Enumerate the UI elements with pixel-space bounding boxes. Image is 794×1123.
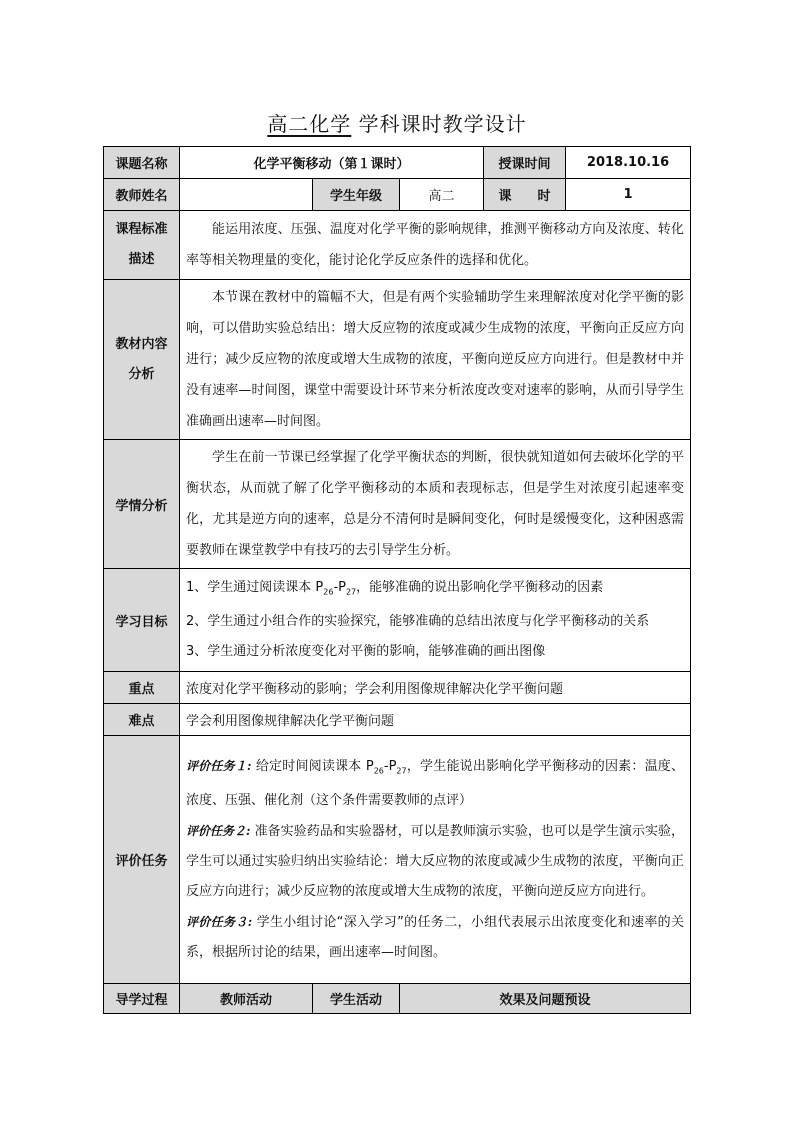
hours-label: 课 时 [484,179,566,211]
key-text: 浓度对化学平衡移动的影响；学会利用图像规律解决化学平衡问题 [180,672,691,704]
key-label: 重点 [104,672,180,704]
grade-value: 高二 [400,179,484,211]
difficulty-label: 难点 [104,704,180,736]
learner-text: 学生在前一节课已经掌握了化学平衡状态的判断，很快就知道如何去破坏化学的平衡状态，从而就了解了化学平衡移动的本质和表现标志，但是学生对浓度引起速率变化，尤其是逆方向的速率，总是分不清何时是瞬间变化，何时是缓慢变化，这种困惑需要教师在课堂教学中有技巧的去引导学生分析。 [180,440,691,569]
subject-name: 高二化学 [267,112,352,136]
process-col-teacher: 教师活动 [180,984,313,1014]
objective-item-2: 2、学生通过小组合作的实验探究，能够准确的总结出浓度与化学平衡移动的关系 [186,614,650,630]
standard-label-line2: 描述 [128,252,155,267]
standard-label-line1: 课程标准 [115,222,168,237]
process-col-guide: 导学过程 [104,984,180,1014]
material-label [104,280,180,440]
page-title [0,108,794,137]
teacher-label: 教师姓名 [104,179,180,211]
teacher-row [104,179,691,211]
learner-label: 学情分析 [104,440,180,569]
grade-label: 学生年级 [313,179,400,211]
hours-value: 1 [566,179,691,211]
date-value: 2018.10.16 [566,147,691,179]
topic-row [104,147,691,179]
objective-item-3: 3、学生通过分析浓度变化对平衡的影响，能够准确的画出图像 [186,644,546,660]
difficulty-text: 学会利用图像规律解决化学平衡问题 [180,704,691,736]
difficulty-row [104,704,691,736]
process-col-student: 学生活动 [313,984,400,1014]
objective-item-1: 1、学生通过阅读课本 $P_{26}-P_{27}$，能够准确的说出影响化学平衡移动的因素 [186,579,604,597]
evaluation-row [104,736,691,984]
objectives-row [104,569,691,672]
topic-value: 化学平衡移动（第１课时） [180,147,484,179]
topic-label: 课题名称 [104,147,180,179]
evaluation-task-3: 评价任务３: 学生小组讨论“深入学习”的任务二，小组代表展示出浓度变化和速率的关系，根据所讨论的结果，画出速率—时间图。 [186,915,685,961]
standard-text: 能运用浓度、压强、温度对化学平衡的影响规律，推测平衡移动方向及浓度、转化率等相关物理量的变化，能讨论化学反应条件的选择和优化。 [180,211,691,280]
objectives-list [180,569,691,672]
evaluation-tasks [180,736,691,984]
evaluation-label: 评价任务 [104,736,180,984]
key-row [104,672,691,704]
objectives-label: 学习目标 [104,569,180,672]
teacher-value [180,179,313,211]
evaluation-task-1: 评价任务１: 给定时间阅读课本 $P_{26}-P_{27}$，学生能说出影响化学平衡移动的因素：温度、浓度、压强、催化剂（这个条件需要教师的点评） [186,758,685,809]
process-header-row [104,984,691,1014]
date-label: 授课时间 [484,147,566,179]
title-suffix: 学科课时教学设计 [358,112,527,136]
material-row [104,280,691,440]
evaluation-task-2: 评价任务２: 准备实验药品和实验器材，可以是教师演示实验，也可以是学生演示实验，学生可以通过实验归纳出实验结论：增大反应物的浓度或减少生成物的浓度，平衡向正反应方向进行；减少反应物的浓度或增大生成物的浓度，平衡向逆反应方向进行。 [186,824,685,900]
material-text: 本节课在教材中的篇幅不大，但是有两个实验辅助学生来理解浓度对化学平衡的影响，可以借助实验总结出：增大反应物的浓度或减少生成物的浓度，平衡向正反应方向进行；减少反应物的浓度或增大生成物的浓度，平衡向逆反应方向进行。但是教材中并没有速率—时间图，课堂中需要设计环节来分析浓度改变对速率的影响，从而引导学生准确画出速率—时间图。 [180,280,691,440]
material-label-line2: 分析 [128,366,155,382]
material-label-line1: 教材内容 [115,336,168,352]
learner-row [104,440,691,569]
process-col-effect: 效果及问题预设 [400,984,691,1014]
standard-label [104,211,180,280]
standard-row [104,211,691,280]
lesson-design-table [103,146,691,1014]
